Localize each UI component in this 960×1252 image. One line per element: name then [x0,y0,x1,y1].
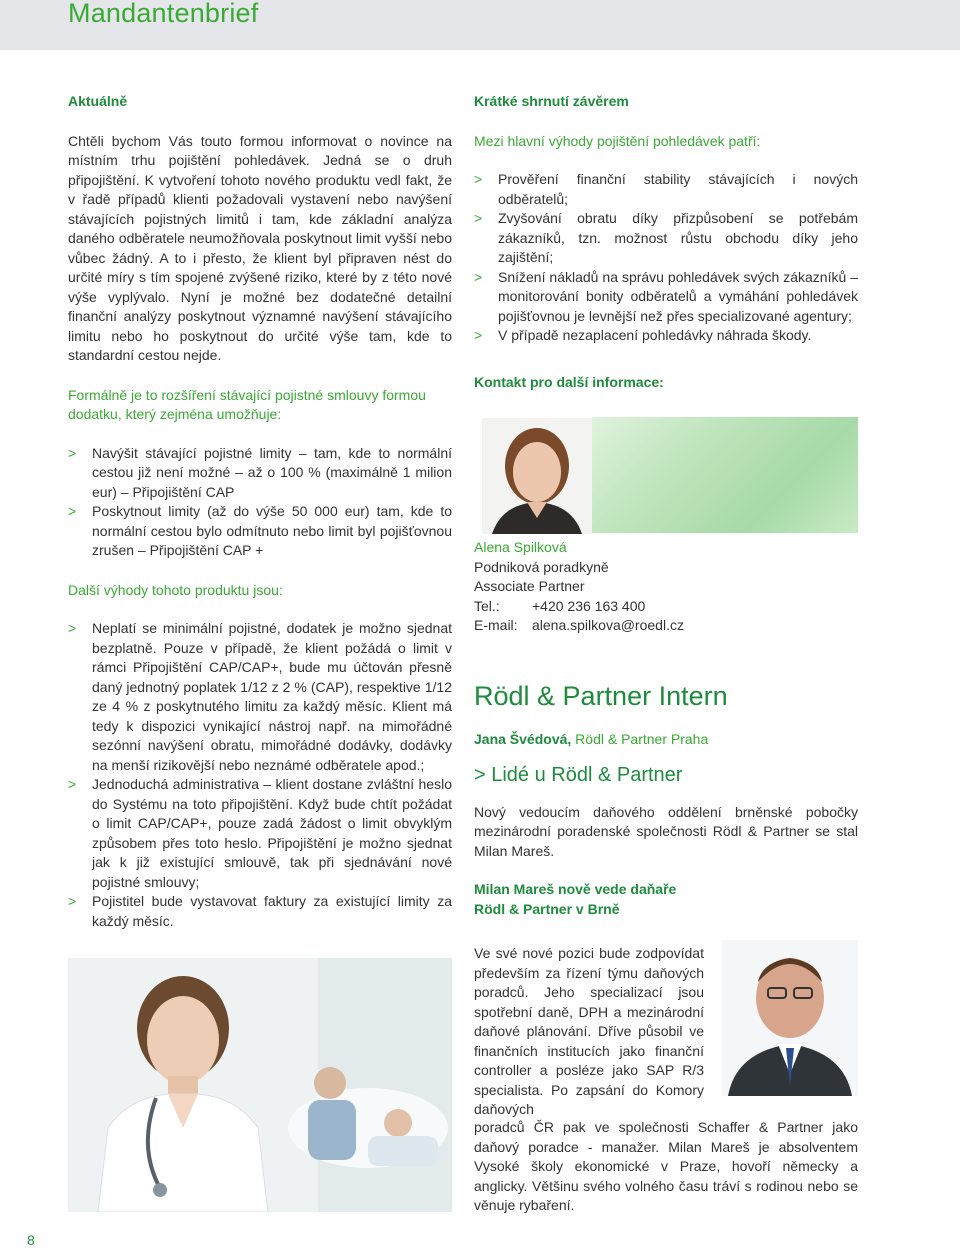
people-intro: Nový vedoucím daňového oddělení brněnské pobočky mezinárodní poradenské společnosti Rödl & Partner se stal Milan Mareš. [474,803,858,859]
email-label: E-mail: [474,617,518,633]
bullet-marker: > [68,503,77,519]
bullet-marker: > [474,210,483,226]
section-heading-summary: Krátké shrnutí závěrem [474,93,629,109]
header-band [0,0,960,50]
contact-portrait [482,418,592,534]
contact-heading: Kontakt pro další informace: [474,373,664,390]
bullet-marker: > [68,620,77,636]
document-title: Mandantenbrief [68,0,259,28]
milan-body-cont [474,1118,858,1216]
contact-name: Alena Spilková [474,539,567,555]
contact-role: Podniková poradkyně [474,558,609,575]
page-number: 8 [27,1232,35,1248]
list-item-text: Prověření finanční stability stávajících i nových odběratelů; [498,171,858,207]
bullet-marker: > [474,327,483,343]
phone-label: Tel.: [474,597,500,614]
summary-list [474,170,858,346]
phone-number[interactable]: +420 236 163 400 [532,597,646,614]
formal-lead: Formálně je to rozšíření stávající pojistné smlouvy formou dodatku, který zejména umožňuje: [68,386,426,422]
list-item [474,268,858,327]
milan-body-part1: Ve své nové pozici bude zodpovídat především za řízení týmu daňových poradců. Jeho specializací jsou spotřební daně, DPH a mezinárodní daňové plánování. Dříve působil ve finančních institucích jako finanční controller a posléze jako SAP R/3 specialista. Po zapsání do Komory daňových [474,945,704,1117]
bullet-marker: > [474,268,483,285]
email-link[interactable]: alena.spilkova@roedl.cz [532,617,684,633]
summary-lead: Mezi hlavní výhody pojištění pohledávek patří: [474,132,761,149]
bullet-marker: > [68,444,77,461]
list-item-text: Snížení nákladů na správu pohledávek svých zákazníků – monitorování bonity odběratelů a vymáhání pohledávek pojišťovnou je levnější než přes specializované agentury; [498,268,858,324]
author-name: Jana Švédová, [474,731,572,747]
milan-body-part2: poradců ČR pak ve společnosti Schaffer & Partner jako daňový poradce - manažer. Milan Mareš je absolventem Vysoké školy ekonomické v Praze, hovoří německy a anglicky. Většinu svého volného času tráví s rodinou nebo se věnuje rybaření. [474,1119,858,1213]
bullet-marker: > [68,893,77,909]
bullet-marker: > [68,776,77,792]
list-item-text: Pojistitel bude vystavovat faktury za existující limity za každý měsíc. [92,893,452,929]
contact-email-row [474,616,858,636]
list-item-text: Zvyšování obratu díky přizpůsobení se potřebám zákazníků, tzn. možnost růstu obchodu díky jeho zajištění; [498,210,858,265]
left-column [68,92,452,931]
dalsi-lead: Další výhody tohoto produktu jsou: [68,581,283,598]
list-item-text: V případě nezaplacení pohledávky náhrada škody. [498,327,812,343]
contact-card [474,538,858,636]
author-line [474,730,858,750]
contact-phone-row [474,597,858,617]
list-item-text: Neplatí se minimální pojistné, dodatek je možno sjednat bezplatně. Pouze v případě, že klient požádá o limit v rámci Připojištění CAP/CAP+, bude mu účtován přesně daný jednotný poplatek 1/12 z 2 % (CAP), respektive 1/12 ze 4 % z poskytnutého limitu za každý měsíc. Klient má tedy k dispozici vynikající nástroj např. na mimořádné sezónní navýšení obratu, mimořádné dodávky, dodávky na menší rizikovější nebo neznámé odběratele apod.; [92,620,452,773]
bullet-marker: > [474,171,483,187]
list-item [68,444,452,503]
list-item-text: Jednoduchá administrativa – klient dostane zvláštní heslo do Systému na toto připojištění. Když bude chtít požádat o limit CAP/CAP+, pouze zadá žádost o limit obvyklým způsobem přes toto heslo. Připojištění je možno sjednat jak k již existující smlouvě, tak při sjednávání nové pojistné smlouvy; [92,776,452,890]
intro-paragraph: Chtěli bychom Vás touto formou informovat o novince na místním trhu pojištění pohledávek. Jedná se o druh připojištění. K vytvoření tohoto nového produktu vedl fakt, že v řadě případů klienti požadovali vystavení nebo navýšení stávajících pojistných limitů i tam, kde základní analýza daného odběratele neumožňovala poskytnout limit vyšší nebo vůbec žádný. A to i přesto, že klient byl připraven nést do určité míry s tím spojené zvýšené riziko, které by z této nové výše vyplývalo. Nyní je možné bez dodatečné detailní finanční analýzy poskytnout významné navýšení stávajícího limitu nebo ho poskytnout do určité výše tam, kde to standardní cestou nejde. [68,132,452,363]
milan-heading-line1: Milan Mareš nově vede daňaře [474,881,677,897]
list-item [474,170,858,209]
office-photo [592,417,858,533]
list-item [68,892,452,931]
list-item [474,209,858,268]
doctor-photo [68,958,452,1212]
intern-section [474,680,858,919]
list-item [68,502,452,561]
section-heading-aktualne: Aktuálně [68,93,128,109]
bullet-list-limits [68,444,452,561]
right-column [474,92,858,392]
list-item [68,775,452,892]
intern-title: Rödl & Partner Intern [474,681,728,711]
milan-heading-line2: Rödl & Partner v Brně [474,900,620,917]
list-item [474,326,858,346]
author-org: Rödl & Partner Praha [571,731,709,747]
bullet-list-benefits [68,619,452,931]
milan-portrait [722,940,858,1096]
contact-title: Associate Partner [474,578,585,594]
list-item [68,619,452,775]
list-item-text: Navýšit stávající pojistné limity – tam, kde to normální cestou již není možné – až o 100 % (maximálně 1 milion eur) – Připojištění CAP [92,444,452,500]
list-item-text: Poskytnout limity (až do výše 50 000 eur) tam, kde to normální cestou bylo odmítnuto nebo limit byl pojišťovnou zrušen – Připojištění CAP + [92,503,452,558]
people-heading: > Lidé u Rödl & Partner [474,763,683,786]
milan-body-wrap [474,944,704,1120]
